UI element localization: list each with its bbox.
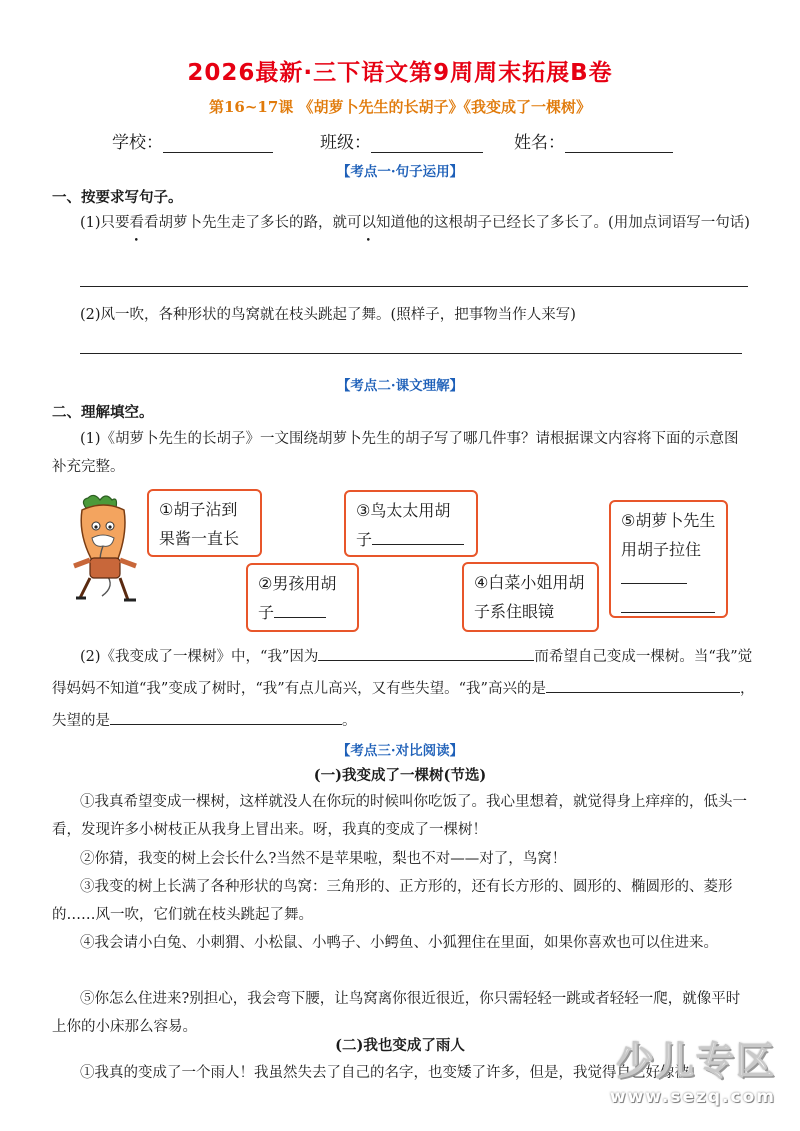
question-2-2: (2)《我变成了一棵树》中，“我”因为 而希望自己变成一棵树。当“我”觉得妈妈不知道“我”变成了树时，“我”有点儿高兴，又有些失望。“我”高兴的是 ，失望的是 。 (52, 641, 758, 737)
answer-blank[interactable] (546, 676, 576, 693)
answer-line[interactable] (80, 286, 748, 287)
carrot-character-illustration (66, 494, 146, 606)
reading-1-paragraph-5: ⑤你怎么住进来?别担心，我会弯下腰，让鸟窝离你很近很近，你只需轻轻一跳或者轻轻一爬，就像平时上你的小床那么容易。 (52, 991, 741, 1035)
name-label: 姓名： (514, 133, 565, 153)
dotted-word: 要 (115, 215, 130, 231)
reading-2-title: (二)我也变成了雨人 (335, 1037, 465, 1054)
reading-2-paragraph-1: ①我真的变成了一个雨人！我虽然失去了自己的名字，也变矮了许多，但是，我觉得自己好像被 (80, 1065, 689, 1081)
diagram-box-2: ②男孩用胡子 (246, 563, 359, 632)
answer-blank[interactable] (621, 596, 715, 613)
watermark-url: www.sezq.com (609, 1087, 776, 1107)
site-watermark (610, 1030, 776, 1107)
school-blank[interactable] (163, 134, 273, 153)
diagram-box-4: ④白菜小姐用胡子系住眼镜 (462, 562, 599, 632)
reading-1-paragraph-1: ①我真希望变成一棵树，这样就没人在你玩的时候叫你吃饭了。我心里想着，就觉得身上痒痒的，低头一看，发现许多小树枝正从我身上冒出来。呀，我真的变成了一棵树！ (52, 794, 747, 838)
name-field (514, 128, 673, 153)
answer-blank[interactable] (110, 708, 342, 725)
diagram-box-1: ①胡子沾到果酱一直长 (147, 489, 262, 557)
diagram-box-5: ⑤胡萝卜先生用胡子拉住 (609, 500, 728, 618)
answer-blank[interactable] (274, 601, 326, 618)
school-field (112, 128, 273, 153)
diagram-box-3: ③鸟太太用胡子 (344, 490, 478, 557)
class-field (320, 128, 483, 153)
watermark-logo-text: 少儿专区 (615, 1039, 776, 1083)
section-tag-3: 【考点三·对比阅读】 (336, 743, 464, 759)
class-label: 班级： (320, 133, 371, 153)
section-heading-2: 二、理解填空。 (52, 405, 154, 421)
question-1-1: (1)只要看看胡萝卜先生走了多长的路，就可以知道他的这根胡子已经长了多长了。(用加点词语写一句话) (80, 215, 750, 231)
question-1-2: (2)风一吹，各种形状的鸟窝就在枝头跳起了舞。(照样子，把事物当作人来写) (80, 307, 576, 323)
answer-blank[interactable] (372, 528, 464, 545)
question-2-1: (1)《胡萝卜先生的长胡子》一文围绕胡萝卜先生的胡子写了哪几件事？请根据课文内容将下面的示意图补充完整。 (52, 431, 739, 475)
section-tag-2: 【考点二·课文理解】 (336, 378, 464, 394)
page-subtitle: 第16~17课 《胡萝卜先生的长胡子》《我变成了一棵树》 (208, 98, 592, 116)
class-blank[interactable] (371, 134, 483, 153)
name-blank[interactable] (565, 134, 673, 153)
section-tag-1: 【考点一·句子运用】 (336, 164, 464, 180)
answer-blank[interactable] (318, 644, 534, 661)
reading-1-paragraph-3: ③我变的树上长满了各种形状的鸟窝：三角形的、正方形的，还有长方形的、圆形的、椭圆形的、菱形的……风一吹，它们就在枝头跳起了舞。 (52, 879, 733, 923)
school-label: 学校： (112, 133, 163, 153)
reading-1-title: (一)我变成了一棵树(节选) (313, 767, 487, 784)
answer-blank[interactable] (621, 567, 687, 584)
page-title: 2026最新·三下语文第9周周末拓展B卷 (187, 60, 613, 86)
answer-blank[interactable] (576, 676, 740, 693)
answer-line[interactable] (80, 353, 742, 354)
section-heading-1: 一、按要求写句子。 (52, 190, 183, 206)
reading-1-paragraph-2: ②你猜，我变的树上会长什么?当然不是苹果啦，梨也不对——对了，鸟窝！ (80, 851, 567, 867)
dotted-word: 可 (347, 215, 362, 231)
reading-1-paragraph-4: ④我会请小白兔、小刺猬、小松鼠、小鸭子、小鳄鱼、小狐狸住在里面，如果你喜欢也可以住进来。 (80, 935, 718, 951)
